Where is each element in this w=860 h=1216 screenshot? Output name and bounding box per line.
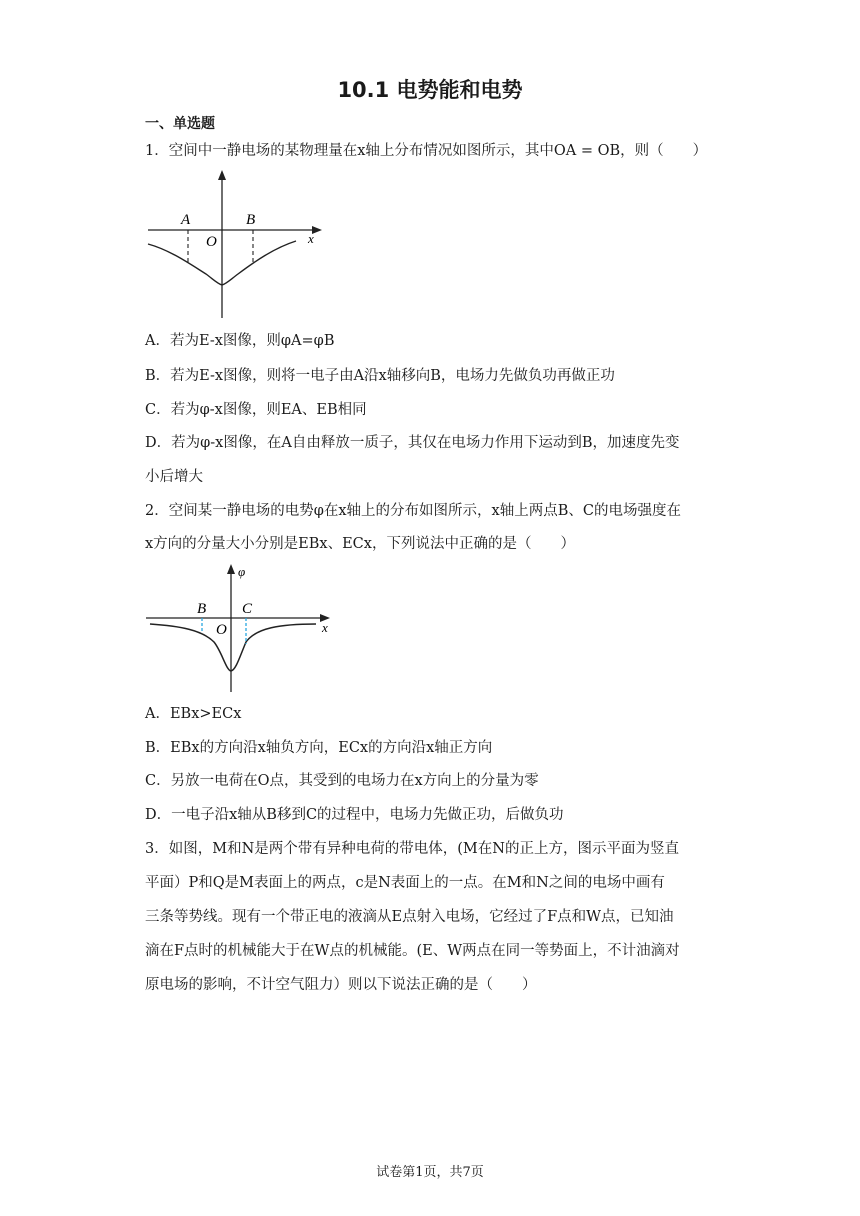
q1-figure <box>140 168 330 323</box>
q1-label-b: B <box>246 212 256 228</box>
q2-y-arrow <box>227 564 235 574</box>
q3-line-3: 三条等势线。现有一个带正电的液滴从E点射入电场，它经过了F点和W点，已知油 <box>145 909 674 925</box>
q3-line-5: 原电场的影响，不计空气阻力）则以下说法正确的是（ ） <box>145 977 537 993</box>
page-footer: 试卷第1页，共7页 <box>376 1165 484 1180</box>
q3-line-1: 3．如图，M和N是两个带有异种电荷的带电体，(M在N的正上方，图示平面为竖直 <box>145 841 679 857</box>
q2-stem-line2: x方向的分量大小分别是EBx、ECx，下列说法中正确的是（ ） <box>145 536 575 552</box>
page-title: 10.1 电势能和电势 <box>337 78 523 102</box>
q2-label-o: O <box>216 622 227 638</box>
section-heading: 一、单选题 <box>145 116 215 132</box>
q2-option-b: B．EBx的方向沿x轴负方向，ECx的方向沿x轴正方向 <box>145 740 493 756</box>
q2-option-a: A．EBx>ECx <box>145 706 242 722</box>
q2-figure <box>140 558 340 698</box>
q1-y-arrow <box>218 170 226 180</box>
q2-option-d: D．一电子沿x轴从B移到C的过程中，电场力先做正功，后做负功 <box>145 807 564 823</box>
q1-option-b: B．若为E-x图像，则将一电子由A沿x轴移向B，电场力先做负功再做正功 <box>145 368 615 384</box>
q3-line-4: 滴在F点时的机械能大于在W点的机械能。(E、W两点在同一等势面上，不计油滴对 <box>145 943 680 959</box>
q2-label-phi: φ <box>238 564 246 579</box>
q2-label-x: x <box>322 620 328 635</box>
q1-option-d-line1: D．若为φ-x图像，在A自由释放一质子，其仅在电场力作用下运动到B，加速度先变 <box>145 435 680 451</box>
q2-label-b: B <box>197 601 207 617</box>
q2-curve <box>150 624 316 671</box>
q1-option-a: A．若为E-x图像，则φA=φB <box>145 333 335 349</box>
q3-line-2: 平面）P和Q是M表面上的两点，c是N表面上的一点。在M和N之间的电场中画有 <box>145 875 665 891</box>
q1-option-d-line2: 小后增大 <box>145 469 203 485</box>
q1-label-o: O <box>206 234 217 250</box>
q2-option-c: C．另放一电荷在O点，其受到的电场力在x方向上的分量为零 <box>145 773 539 789</box>
q1-label-a: A <box>181 212 191 228</box>
q2-label-c: C <box>242 601 253 617</box>
q1-stem: 1．空间中一静电场的某物理量在x轴上分布情况如图所示，其中OA = OB，则（ ） <box>145 143 708 159</box>
q1-option-c: C．若为φ-x图像，则EA、EB相同 <box>145 402 367 418</box>
q2-stem-line1: 2．空间某一静电场的电势φ在x轴上的分布如图所示，x轴上两点B、C的电场强度在 <box>145 503 681 519</box>
q1-label-x: x <box>308 231 314 246</box>
